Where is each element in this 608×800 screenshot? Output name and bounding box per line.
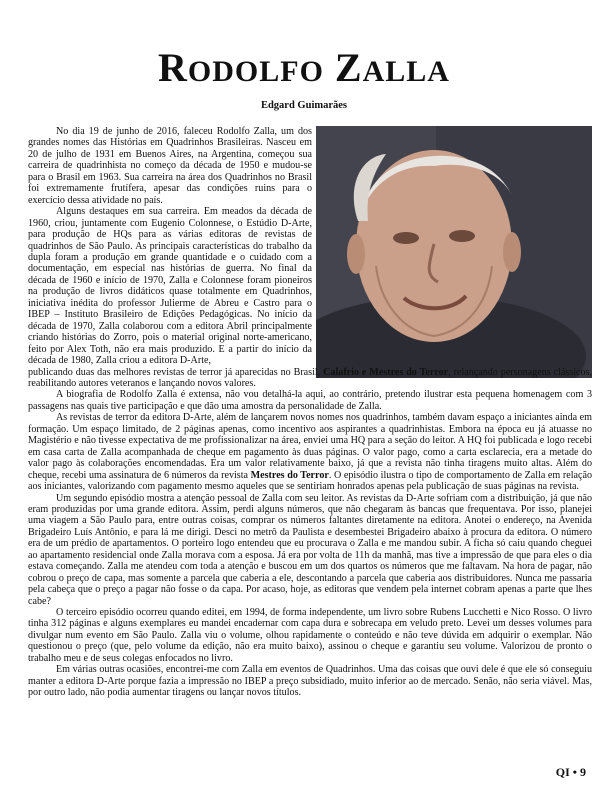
paragraph-4-magazine: Mestres do Terror (250, 469, 329, 481)
paragraph-4-part-2: . O episódio ilustra o tipo de comportamento de Zalla em relação aos iniciantes, valorizando com pagamento mesmo aqueles que se sentiriam honrados apenas pela publicação de suas páginas na revista. (28, 469, 592, 493)
author-byline: Edgard Guimarães (260, 100, 348, 111)
paragraph-4-part-1: As revistas de terror da editora D-Arte, além de lançarem novos nomes nos quadrinhos, também davam espaço a iniciantes ainda em formação. Um espaço limitado, de 2 páginas apenas, como incentivo aos aspirantes a quadrinhistas. Embora na época eu já atuasse no Magistério e não tivesse expectativa de me profissionalizar na área, enviei uma HQ para a seção do leitor. A HQ foi publicada e logo recebi em casa carta de Zalla acompanhada de cheque em pagamento às duas páginas. O valor pago, como a carta esclarecia, era a metade do valor pago às colaborações encomendadas. Era um valor relativamente baixo, já que a revista não tinha tiragens muito altas. Além do cheque, recebi uma assinatura de 6 números da revista (28, 412, 592, 481)
paragraph-1: No dia 19 de junho de 2016, faleceu Rodolfo Zalla, um dos grandes nomes das Histórias em Quadrinhos Brasileiras. Nasceu em 20 de julho de 1931 em Buenos Aires, na Argentina, começou sua carreira de quadrinhista no começo da década de 1950 e mudou-se para o Brasil em 1963. Sua carreira na área dos Quadrinhos no Brasil foi extremamente frutífera, apesar das condições ruins para o exercício dessa atividade no país. (28, 126, 312, 206)
magazine-titles: Calafrio e Mestres do Terror (323, 366, 449, 378)
title-first-rest: ODOLFO (187, 55, 324, 88)
paragraph-5: Um segundo episódio mostra a atenção pessoal de Zalla com seu leitor. As revistas da D-Arte sofriam com a distribuição, já que não eram produzidas por uma grande editora. Assim, perdi alguns números, que não chegaram às bancas que frequentava. Por isso, planejei uma viagem a São Paulo para, entre outras coisas, comprar os números faltantes diretamente na editora. Anotei o endereço, na Avenida Brigadeiro Luís Antônio, e para lá me dirigi. Desci no metrô da Paulista e desembestei Brigadeiro abaixo à procura da editora. O número era de um prédio de apartamentos. O porteiro logo entendeu que eu procurava o Zalla e me mandou subir. A ficha só caiu quando cheguei ao apartamento residencial onde Zalla morava com a esposa. Já era por volta de 11h da manhã, mas tive a impressão de que para eles o dia estava começando. Zalla me atendeu com toda a atenção e buscou em um dos quartos os números que me faltavam. Na hora de pagar, não cobrou o preço de capa, mas somente a parcela que caberia a ele, descontando a parcela que caberia aos distribuidores. Nunca me passaria pela cabeça que o preço a pagar não fosse o da capa. Por acaso, hoje, as editoras que vendem pela internet cobram apenas a parte que lhes cabe? (28, 492, 592, 607)
continuation-text-b: , relançando personagens clássicos, reabilitando autores veteranos e lançando novos valores. (28, 366, 592, 389)
title-first-initial: R (158, 45, 188, 90)
page-number: QI • 9 (555, 765, 586, 779)
paragraph-7: Em várias outras ocasiões, encontrei-me com Zalla em eventos de Quadrinhos. Uma das coisas que ouvi dele é que ele só conseguiu manter a editora D-Arte porque fazia a impressão no IBEP a preço subsidiado, muito inferior ao de mercado. Senão, não seria viável. Mas, por outro lado, não podia aumentar tiragens ou lançar novos títulos. (28, 664, 592, 699)
title-last-rest: ALLA (362, 55, 450, 88)
paragraph-6: O terceiro episódio ocorreu quando editei, em 1994, de forma independente, um livro sobre Rubens Lucchetti e Nico Rosso. O livro tinha 312 páginas e alguns exemplares eu mandei encadernar com capa dura e sobrecapa em veludo preto. Levei um desses volumes para divulgar num evento em São Paulo. Zalla viu o volume, olhou rapidamente o conteúdo e não teve dúvida em adquirir o exemplar. Não questionou o preço (que, pelo volume da edição, não era muito baixo), assinou o cheque e garantiu seu volume. Valorizou de pronto o trabalho meu e de seus colegas enfocados no livro. (28, 607, 592, 664)
article-title (0, 44, 608, 96)
paragraph-2: Alguns destaques em sua carreira. Em meados da década de 1960, criou, juntamente com Eugenio Colonnese, o Estúdio D-Arte, para produção de HQs para as várias editoras de revistas de quadrinhos de São Paulo. As principais características do trabalho da dupla foram a produção em grande quantidade e o cuidado com a documentação, em especial nas histórias de guerra. No final da década de 1960 e início de 1970, Zalla e Colonnese foram pioneiros na produção de livros didáticos quase totalmente em Quadrinhos, iniciativa inédita do professor Julierme de Abreu e Castro para o IBEP – Instituto Brasileiro de Edições Pedagógicas. No início da década de 1970, Zalla colaborou com a editora Abril principalmente criando histórias do Zorro, pois o material original norte-americano, feito por Alex Toth, não era mais produzido. E a partir do início da década de 1980, Zalla criou a editora D-Arte, (28, 206, 312, 367)
title-last-initial: Z (334, 45, 363, 90)
paragraph-4 (28, 412, 592, 492)
paragraph-3: A biografia de Rodolfo Zalla é extensa, não vou detalhá-la aqui, ao contrário, pretendo ilustrar esta pequena homenagem com 3 passagens nas quais tive participação e que dão uma amostra da personalidade de Zalla. (28, 389, 592, 412)
continuation-text-a: publicando duas das melhores revistas de terror já aparecidas no Brasil, (28, 366, 324, 378)
paragraph-2-continuation (28, 367, 592, 390)
article-body (28, 126, 592, 699)
